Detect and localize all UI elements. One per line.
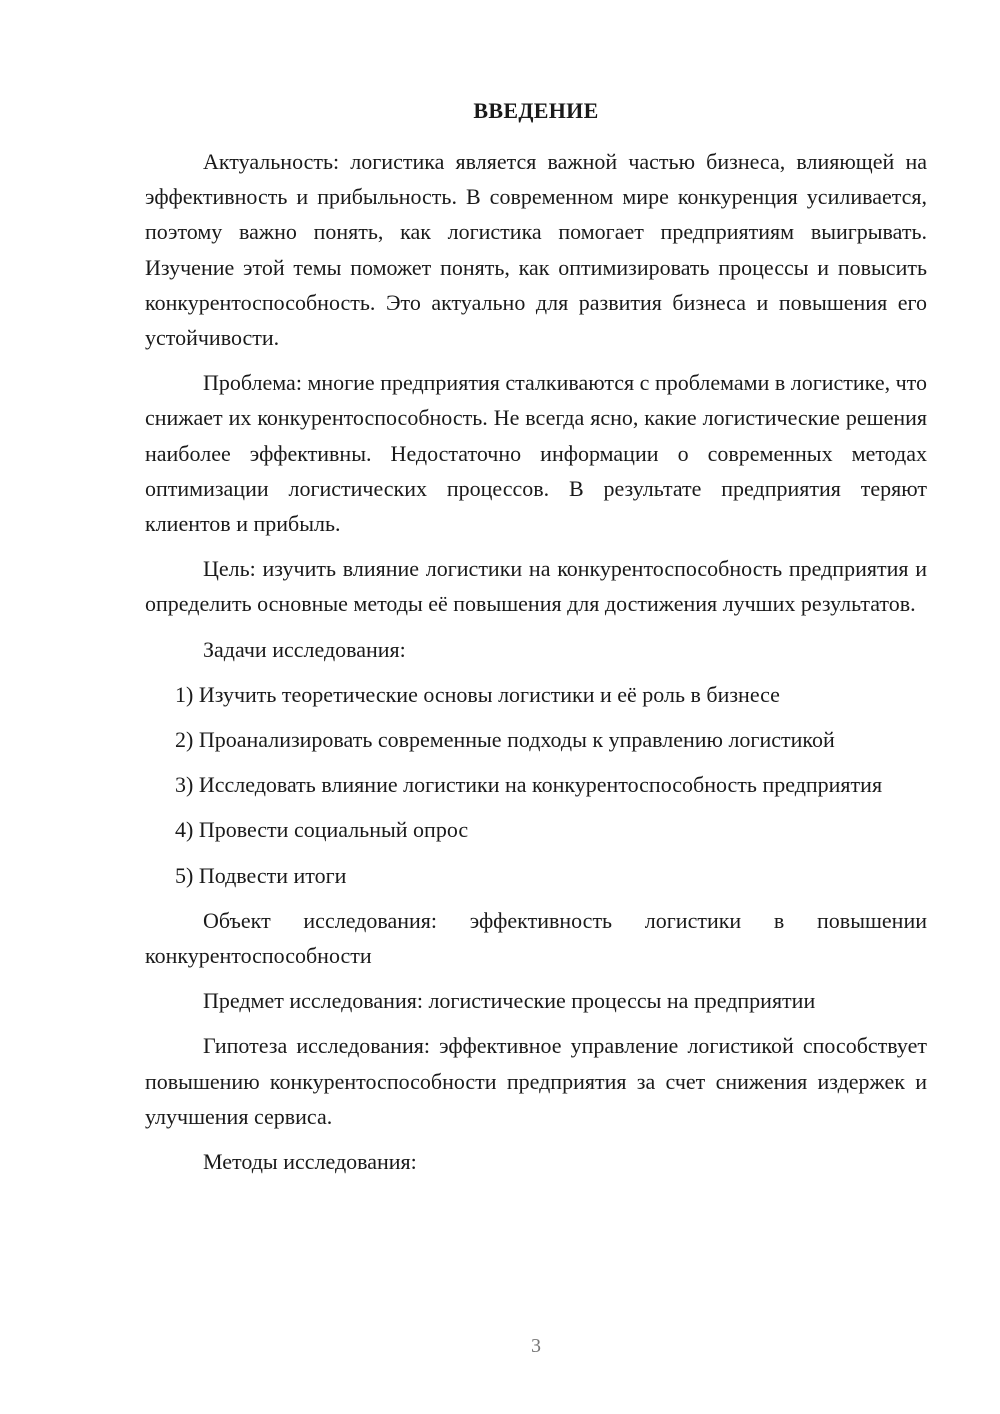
relevance-paragraph: Актуальность: логистика является важной частью бизнеса, влияющей на эффективность и прибыльность. В современном мире конкуренция усиливается, поэтому важно понять, как логистика помогает предприятиям выигрывать. Изучение этой темы поможет понять, как оптимизировать процессы и повысить конкурентоспособность. Это актуально для развития бизнеса и повышения его устойчивости.	[145, 149, 927, 351]
task-item: 5) Подвести итоги	[175, 862, 347, 888]
object-paragraph: Объект исследования: эффективность логистики в повышении конкурентоспособности	[145, 907, 927, 969]
page-number: 3	[531, 1335, 541, 1357]
goal-paragraph: Цель: изучить влияние логистики на конкурентоспособность предприятия и определить основные методы её повышения для достижения лучших результатов.	[145, 556, 927, 617]
page-title: ВВЕДЕНИЕ	[473, 98, 599, 123]
methods-heading: Методы исследования:	[203, 1149, 417, 1175]
task-item: 4) Провести социальный опрос	[175, 817, 469, 843]
tasks-heading: Задачи исследования:	[203, 636, 406, 662]
task-item: 1) Изучить теоретические основы логистики и её роль в бизнесе	[175, 681, 780, 707]
subject-paragraph: Предмет исследования: логистические процессы на предприятии	[203, 988, 816, 1014]
task-item: 3) Исследовать влияние логистики на конкурентоспособность предприятия	[175, 772, 883, 798]
hypothesis-paragraph: Гипотеза исследования: эффективное управление логистикой способствует повышению конкурентоспособности предприятия за счет снижения издержек и улучшения сервиса.	[145, 1033, 927, 1129]
problem-paragraph: Проблема: многие предприятия сталкиваются с проблемами в логистике, что снижает их конкурентоспособность. Не всегда ясно, какие логистические решения наиболее эффективны. Недостаточно информации о современных методах оптимизации логистических процессов. В результате предприятия теряют клиентов и прибыль.	[145, 370, 927, 537]
task-item: 2) Проанализировать современные подходы к управлению логистикой	[175, 727, 835, 753]
body-text	[145, 144, 927, 1189]
